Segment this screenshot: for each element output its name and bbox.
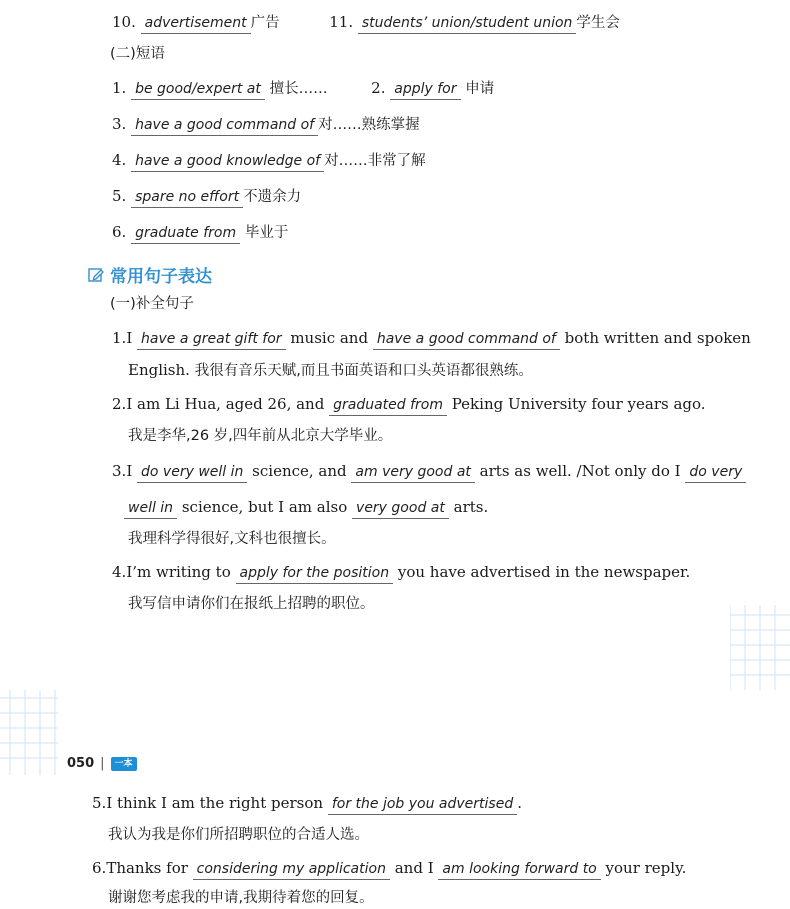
answer-blank: graduate from bbox=[131, 224, 240, 244]
sentence-number: 5. bbox=[92, 794, 107, 812]
phrase-line bbox=[112, 221, 288, 244]
item-number: 3. bbox=[112, 115, 127, 133]
answer-blank: be good/expert at bbox=[131, 80, 265, 100]
section-title-text: 常用句子表达 bbox=[110, 267, 212, 287]
sentence-text: Thanks for bbox=[106, 859, 188, 877]
sentence-line bbox=[112, 327, 751, 350]
phrase-line bbox=[112, 185, 301, 208]
sentence-text: music and bbox=[290, 329, 369, 347]
vocab-line bbox=[112, 11, 620, 34]
sentence-text: English. bbox=[128, 361, 190, 379]
answer-blank: well in bbox=[124, 499, 177, 519]
answer-blank: have a good command of bbox=[373, 330, 560, 350]
sentence-text: arts as well. /Not only do I bbox=[479, 462, 681, 480]
brand-logo: 一本 bbox=[111, 757, 137, 771]
sentence-text: I think I am the right person bbox=[106, 794, 324, 812]
grid-decoration bbox=[0, 690, 58, 775]
cn-gloss: 对……非常了解 bbox=[324, 153, 426, 169]
item-number: 10. bbox=[112, 13, 136, 31]
phrase-line bbox=[112, 113, 420, 136]
answer-blank: have a great gift for bbox=[137, 330, 286, 350]
cn-gloss: 擅长…… bbox=[269, 81, 328, 97]
sentence-text: both written and spoken bbox=[564, 329, 751, 347]
sentence-number: 2. bbox=[112, 395, 127, 413]
answer-blank: for the job you advertised bbox=[328, 795, 517, 815]
answer-blank: apply for bbox=[390, 80, 460, 100]
cn-translation: 我理科学得很好,文科也很擅长。 bbox=[128, 531, 336, 547]
sentence-line bbox=[112, 561, 690, 584]
cn-gloss: 广告 bbox=[250, 15, 280, 31]
sentence-line bbox=[112, 460, 746, 483]
section-title bbox=[88, 262, 212, 287]
answer-blank: am very good at bbox=[351, 463, 474, 483]
cn-gloss: 不遗余力 bbox=[243, 189, 302, 205]
sentence-line bbox=[92, 792, 522, 815]
sentence-text: and I bbox=[394, 859, 434, 877]
cn-translation: 我是李华,26 岁,四年前从北京大学毕业。 bbox=[128, 428, 393, 444]
sentence-text: . bbox=[517, 794, 522, 812]
page-number: 050 bbox=[67, 756, 95, 771]
answer-blank: considering my application bbox=[193, 860, 390, 880]
sentence-text: I bbox=[126, 462, 133, 480]
item-number: 4. bbox=[112, 151, 127, 169]
sentence-text: you have advertised in the newspaper. bbox=[397, 563, 691, 581]
sentence-text: arts. bbox=[453, 498, 489, 516]
cn-translation: 我认为我是你们所招聘职位的合适人选。 bbox=[108, 827, 369, 843]
phrase-line bbox=[112, 149, 426, 172]
item-number: 5. bbox=[112, 187, 127, 205]
answer-blank: graduated from bbox=[329, 396, 447, 416]
cn-translation: 谢谢您考虑我的申请,我期待着您的回复。 bbox=[108, 890, 374, 906]
sentence-number: 1. bbox=[112, 329, 127, 347]
cn-gloss: 学生会 bbox=[576, 15, 620, 31]
answer-blank: very good at bbox=[352, 499, 449, 519]
answer-blank: have a good command of bbox=[131, 116, 318, 136]
pencil-icon bbox=[88, 267, 104, 283]
grid-decoration bbox=[730, 605, 790, 690]
answer-blank: have a good knowledge of bbox=[131, 152, 324, 172]
answer-blank: am looking forward to bbox=[438, 860, 600, 880]
sentence-text: your reply. bbox=[605, 859, 687, 877]
sentence-number: 6. bbox=[92, 859, 107, 877]
item-number: 2. bbox=[371, 79, 386, 97]
answer-blank: apply for the position bbox=[236, 564, 394, 584]
sentence-text: I’m writing to bbox=[126, 563, 231, 581]
sentence-line bbox=[124, 496, 488, 519]
answer-blank: do very bbox=[685, 463, 746, 483]
answer-blank: spare no effort bbox=[131, 188, 243, 208]
sentence-number: 3. bbox=[112, 462, 127, 480]
sentence-line bbox=[112, 393, 706, 416]
cn-gloss: 申请 bbox=[465, 81, 495, 97]
sentence-line bbox=[128, 359, 533, 382]
cn-gloss: 毕业于 bbox=[244, 225, 289, 241]
sentence-text: science, and bbox=[252, 462, 347, 480]
sentence-number: 4. bbox=[112, 563, 127, 581]
sentence-text: science, but I am also bbox=[181, 498, 348, 516]
item-number: 6. bbox=[112, 223, 127, 241]
cn-gloss: 对……熟练掌握 bbox=[318, 117, 420, 133]
phrase-line bbox=[112, 77, 494, 100]
page-footer bbox=[67, 756, 137, 771]
cn-translation: 我写信申请你们在报纸上招聘的职位。 bbox=[128, 596, 375, 612]
sentence-text: I bbox=[126, 329, 133, 347]
sentence-text: I am Li Hua, aged 26, and bbox=[126, 395, 325, 413]
sentence-text: Peking University four years ago. bbox=[451, 395, 706, 413]
item-number: 1. bbox=[112, 79, 127, 97]
answer-blank: do very well in bbox=[137, 463, 247, 483]
sentences-heading: (一)补全句子 bbox=[110, 296, 194, 312]
phrases-heading: (二)短语 bbox=[110, 46, 165, 62]
sentence-line bbox=[92, 857, 686, 880]
answer-blank: advertisement bbox=[141, 14, 251, 34]
answer-blank: students’ union/student union bbox=[358, 14, 577, 34]
footer-divider: | bbox=[100, 756, 105, 771]
cn-translation: 我很有音乐天赋,而且书面英语和口头英语都很熟练。 bbox=[194, 363, 533, 379]
item-number: 11. bbox=[329, 13, 354, 31]
